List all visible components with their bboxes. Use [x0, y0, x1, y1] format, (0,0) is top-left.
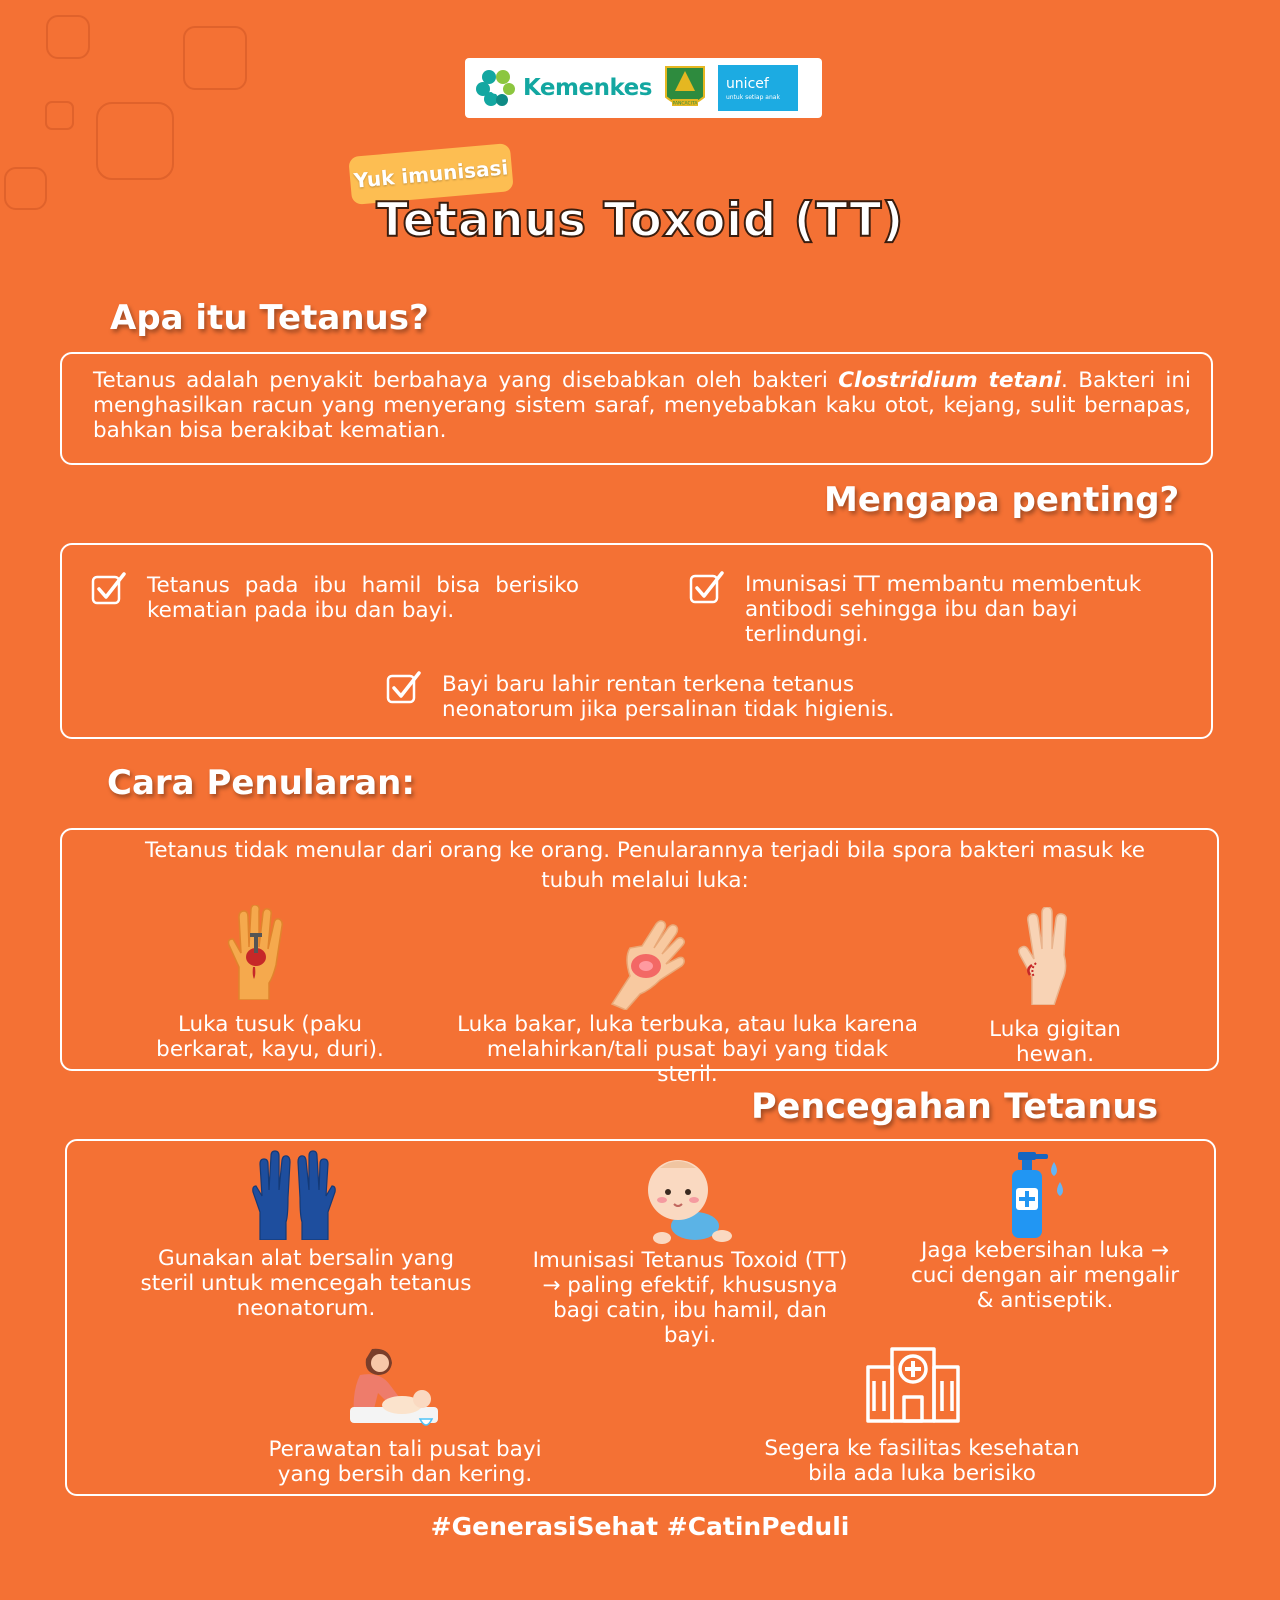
prevention-item-label: Jaga kebersihan luka → cuci dengan air mengalir & antiseptik. [910, 1238, 1180, 1313]
prevention-item-label: Segera ke fasilitas kesehatan bila ada luka berisiko [764, 1436, 1080, 1486]
decorative-square [183, 26, 247, 90]
transmission-intro: Tetanus tidak menular dari orang ke orang. Penularannya terjadi bila spora bakteri masuk ke tubuh melalui luka: [144, 838, 1146, 893]
checkbox-check-icon [386, 670, 422, 706]
decorative-square [46, 15, 90, 59]
page-title: Tetanus Toxoid (TT) [376, 193, 904, 248]
hand-burn-icon [610, 918, 692, 1010]
footer-hashtags: #GenerasiSehat #CatinPeduli [430, 1512, 850, 1541]
partner-logo-bar [465, 58, 822, 118]
decorative-square [45, 101, 74, 130]
hand-bite-icon [1012, 907, 1072, 1005]
section-heading-penularan: Cara Penularan: [107, 763, 415, 803]
definition-text [93, 368, 1191, 443]
importance-text: Bayi baru lahir rentan terkena tetanus neonatorum jika persalinan tidak higienis. [442, 672, 895, 722]
importance-text: Tetanus pada ibu hamil bisa berisiko kematian pada ibu dan bayi. [147, 573, 579, 623]
baby-icon [640, 1156, 735, 1246]
importance-item [689, 572, 1199, 647]
prevention-item-label: Imunisasi Tetanus Toxoid (TT) → paling efektif, khususnya bagi catin, ibu hamil, dan bayi. [532, 1248, 848, 1348]
transmission-item-label: Luka tusuk (paku berkarat, kayu, duri). [156, 1012, 384, 1062]
definition-text-start: Tetanus adalah penyakit berbahaya yang disebabkan oleh bakteri [93, 368, 839, 393]
antiseptic-bottle-icon [1008, 1150, 1070, 1240]
bacteria-name: Clostridium tetani [838, 368, 1062, 393]
section-heading-apa-itu: Apa itu Tetanus? [110, 298, 429, 338]
prevention-item-label: Perawatan tali pusat bayi yang bersih dan kering. [268, 1437, 542, 1487]
transmission-item-label: Luka bakar, luka terbuka, atau luka karena melahirkan/tali pusat bayi yang tidak steril. [457, 1012, 918, 1087]
checkbox-check-icon [91, 571, 127, 607]
section-heading-mengapa: Mengapa penting? [824, 480, 1180, 520]
importance-item [91, 573, 579, 623]
prevention-item-label: Gunakan alat bersalin yang steril untuk mencegah tetanus neonatorum. [140, 1246, 472, 1321]
crest-label: PANCACITA [672, 101, 698, 107]
importance-text: Imunisasi TT membantu membentuk antibodi sehingga ibu dan bayi terlindungi. [745, 572, 1142, 647]
hand-puncture-icon [225, 905, 285, 1000]
unicef-tagline: untuk setiap anak [725, 93, 780, 101]
unicef-logo [718, 65, 798, 111]
aceh-crest-icon [662, 63, 708, 113]
kemenkes-logo-text: Kemenkes [523, 75, 652, 101]
gloves-icon [250, 1150, 338, 1240]
kemenkes-logo-icon [475, 67, 517, 109]
title-tag: Yuk imunisasi [348, 143, 514, 205]
unicef-logo-text: unicef [725, 75, 769, 92]
importance-item [386, 672, 906, 722]
definition-text-end: . Bakteri ini menghasilkan racun yang menyerang sistem saraf, menyebabkan kaku otot, kejang, sulit bernapas, bahkan bisa berakibat kematian. [93, 368, 1191, 443]
transmission-item-label: Luka gigitan hewan. [989, 1017, 1121, 1067]
mother-baby-care-icon [350, 1345, 438, 1433]
decorative-square [96, 102, 174, 180]
checkbox-check-icon [689, 570, 725, 606]
section-heading-pencegahan: Pencegahan Tetanus [751, 1087, 1159, 1127]
hospital-icon [866, 1345, 960, 1425]
